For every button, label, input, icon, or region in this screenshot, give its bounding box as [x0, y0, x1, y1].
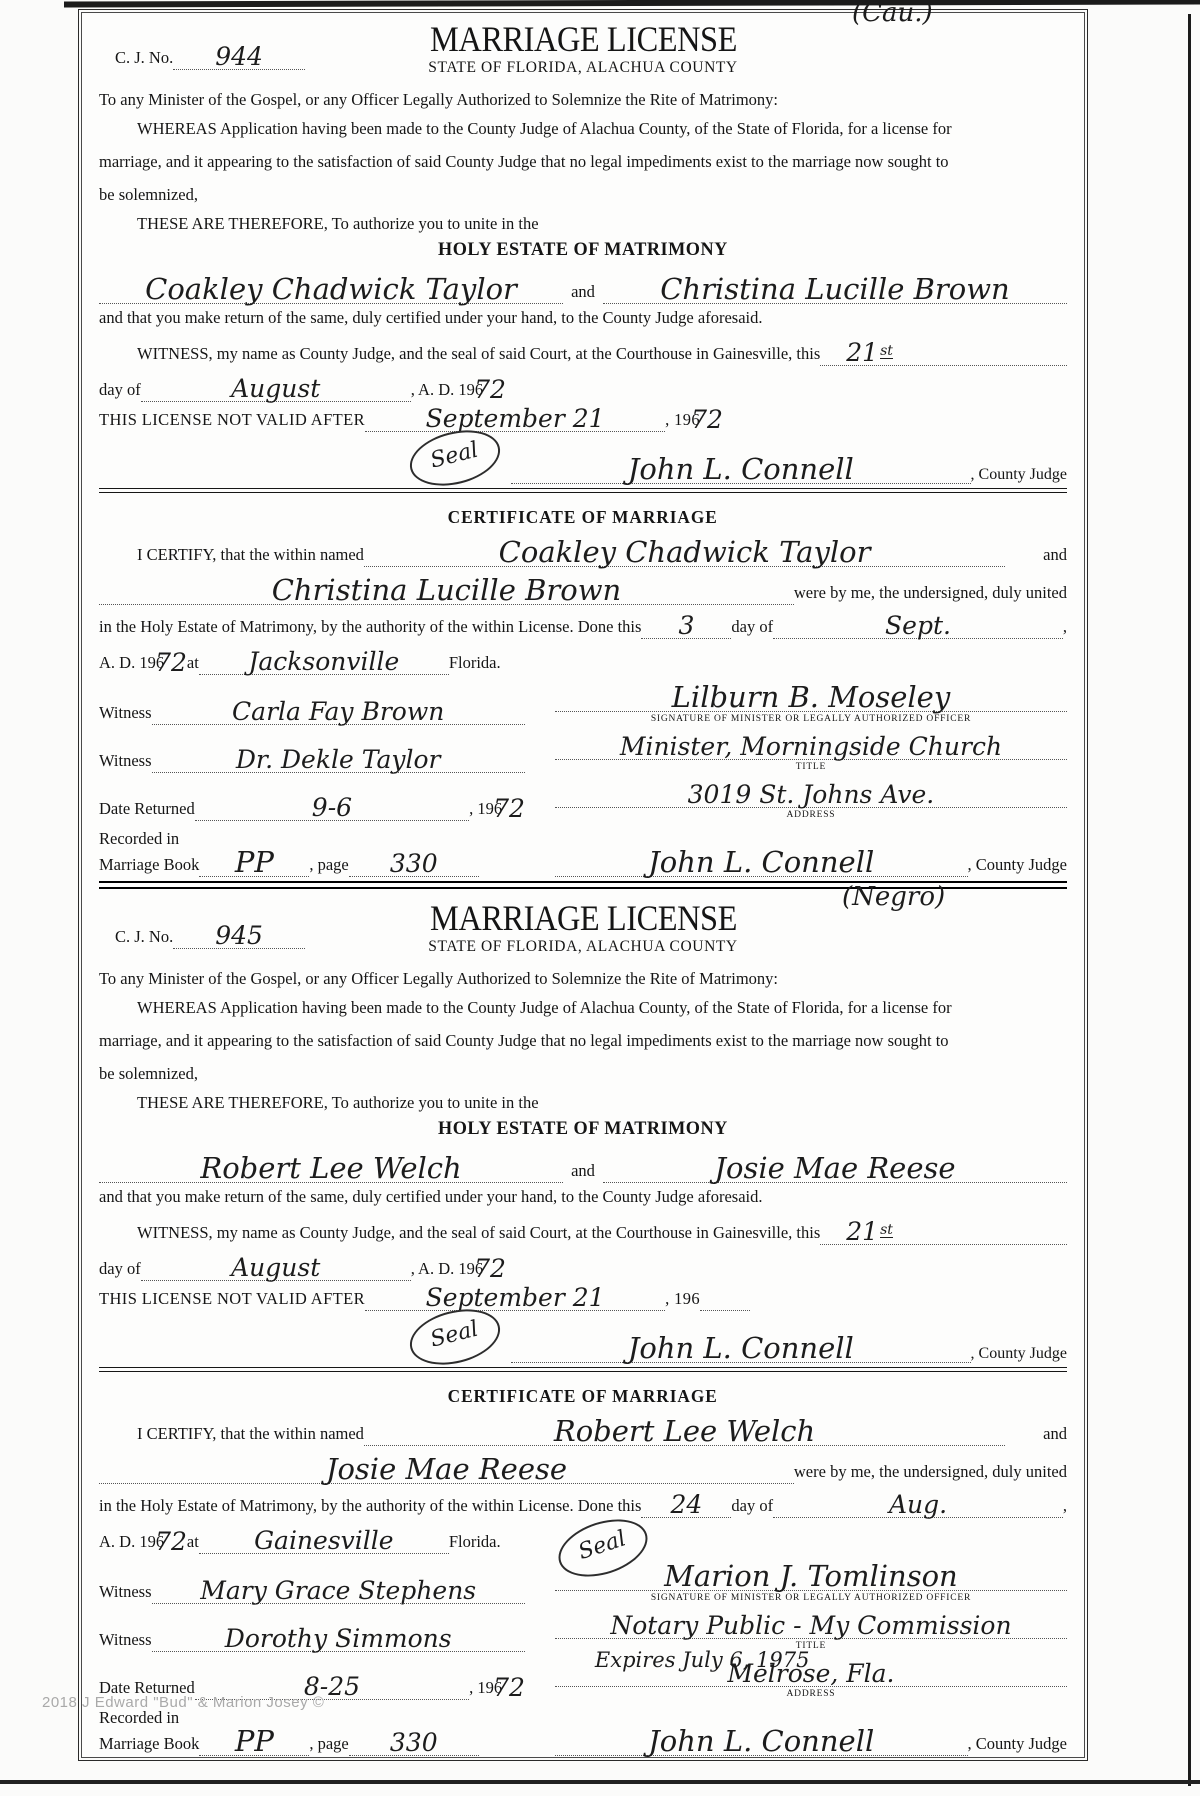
seal-text: Seal [575, 1526, 629, 1565]
scan-edge-top [64, 0, 1200, 7]
certificate-title [99, 1386, 1067, 1406]
date-returned-label: Date Returned [99, 799, 195, 818]
seal-text: Seal [427, 437, 481, 474]
whereas-line-2: marriage, and it appearing to the satisfaction of said County Judge that no legal impediments exist to the marriage now sought to [99, 152, 949, 171]
ad-place-line [99, 639, 1067, 675]
cert-groom-line [364, 535, 1005, 569]
officer-title: Minister, Morningside Church [619, 732, 1003, 761]
groom-name-line [99, 272, 563, 306]
whereas-line-1: WHEREAS Application having been made to the County Judge of Alachua County, of the State of Florida, for a license for [137, 119, 952, 138]
done-month-line [773, 613, 1063, 639]
place-value: Jacksonville [248, 647, 400, 676]
cert-groom-line [364, 1414, 1005, 1448]
place-value: Gainesville [254, 1526, 394, 1555]
address-cell [555, 773, 1067, 821]
bride-name: Josie Mae Reese [714, 1151, 956, 1185]
recorded-in-label: Recorded in [99, 1708, 180, 1727]
place-line [199, 649, 449, 675]
cert-bride-line [99, 567, 1067, 605]
witness2-line [99, 747, 525, 773]
witness1-name-line [152, 1578, 525, 1604]
holy-estate-heading [99, 1116, 1067, 1143]
in-holy-line [99, 1484, 1067, 1518]
address-label: ADDRESS [786, 810, 836, 820]
scan-edge-right [1188, 14, 1191, 1786]
officer-signature-line [555, 1559, 1067, 1593]
marriage-book-line [99, 845, 525, 879]
judge-signature: John L. Connell [627, 452, 854, 486]
in-holy-line [99, 605, 1067, 639]
witness1-line [99, 699, 525, 725]
done-month: Sept. [885, 611, 951, 640]
florida-label: Florida. [448, 1532, 501, 1551]
witness-label: Witness [99, 1630, 152, 1649]
comma-196-label: , 196 [469, 1678, 503, 1697]
page-title: MARRIAGE LICENSE [429, 19, 737, 59]
expiry-date: September 21 [425, 1283, 605, 1312]
officer-signature-cell [555, 675, 1067, 725]
done-day-line [641, 613, 731, 639]
cert-bride-name: Josie Mae Reese [325, 1452, 568, 1486]
cert-judge-fill [555, 845, 968, 879]
book-line [199, 1724, 309, 1758]
cert-groom-name: Robert Lee Welch [553, 1414, 816, 1448]
expiry-line [365, 1285, 665, 1311]
officer-title: Notary Public - My Commission [610, 1611, 1012, 1640]
certify-label: I CERTIFY, that the within named [137, 1424, 364, 1443]
license-1 [99, 10, 1067, 877]
day-of-line [99, 366, 1067, 402]
address-label: ADDRESS [786, 1689, 836, 1699]
witness-clause-line [99, 332, 1067, 366]
and-conjunction: and [571, 1161, 595, 1180]
whereas-line-1: WHEREAS Application having been made to the County Judge of Alachua County, of the State of Florida, for a license for [137, 998, 952, 1017]
witness-clause-line [99, 1211, 1067, 1245]
book-line [199, 845, 309, 879]
marriage-book-label: Marriage Book [99, 855, 200, 874]
county-judge-label: , County Judge [970, 466, 1067, 483]
ad-196-label: , A. D. 196 [410, 1259, 484, 1278]
date-returned-row [99, 773, 1067, 821]
expiry-year: 72 [691, 405, 723, 434]
cert-bride-name-line [99, 573, 794, 607]
section-divider [99, 1367, 1067, 1372]
scan-edge-bottom [0, 1780, 1200, 1784]
judge-signature-line [511, 452, 971, 486]
witness2-name: Dorothy Simmons [224, 1624, 452, 1653]
witness1-line [99, 1578, 525, 1604]
couple-names-line [99, 264, 1067, 304]
officer-signature-cell [555, 1554, 1067, 1604]
witness1-name-line [152, 699, 525, 725]
signature-officer-label: SIGNATURE OF MINISTER OR LEGALLY AUTHORIZED OFFICER [650, 714, 972, 724]
whereas-line-3: be solemnized, [99, 185, 198, 204]
month-value: August [231, 1253, 321, 1282]
salutation: To any Minister of the Gospel, or any Officer Legally Authorized to Solemnize the Rite of Matrimony: [99, 969, 779, 988]
witness-clause: WITNESS, my name as County Judge, and the seal of said Court, at the Courthouse in Gainesville, this [137, 1223, 821, 1242]
cj-number-value: 945 [215, 921, 263, 950]
date-returned-label: Date Returned [99, 1678, 195, 1697]
race-annotation-license-1 [852, 0, 933, 28]
year-value: 72 [474, 375, 506, 404]
day-of-label: day of [731, 617, 774, 636]
officer-title-fill [555, 1613, 1067, 1639]
cert-judge-cell [555, 821, 1067, 877]
cert-judge-cell [555, 1700, 1067, 1756]
address-line [555, 782, 1067, 808]
date-returned-row [99, 1652, 1067, 1700]
recorded-row [99, 821, 1067, 877]
page-subtitle: STATE OF FLORIDA, ALACHUA COUNTY [428, 59, 738, 76]
page-value: 330 [389, 849, 438, 878]
witness-day-suffix: st [880, 1222, 893, 1238]
and-conjunction: and [1043, 545, 1067, 564]
cert-bride-name-line [99, 1452, 794, 1486]
therefore-clause: THESE ARE THEREFORE, To authorize you to unite in the [137, 1093, 539, 1112]
marriage-book-line [99, 1724, 525, 1758]
month-value: August [231, 374, 321, 403]
ad-196-label: A. D. 196 [99, 1532, 165, 1551]
whereas-line-2: marriage, and it appearing to the satisfaction of said County Judge that no legal impediments exist to the marriage now sought to [99, 1031, 949, 1050]
return-clause: and that you make return of the same, duly certified under your hand, to the County Judge aforesaid. [99, 1187, 763, 1206]
witness-day-line [820, 1219, 1067, 1245]
done-day: 24 [670, 1490, 703, 1519]
certificate-title-text: CERTIFICATE OF MARRIAGE [447, 1386, 719, 1406]
archive-watermark: 2018 J Edward "Bud" & Marion Josey © [42, 1694, 325, 1711]
bride-name: Christina Lucille Brown [660, 272, 1010, 306]
done-month: Aug. [888, 1490, 948, 1519]
witness2-name: Dr. Dekle Taylor [235, 745, 441, 774]
officer-title-line [555, 1613, 1067, 1639]
groom-name: Robert Lee Welch [200, 1151, 462, 1185]
title-label: TITLE [795, 762, 827, 772]
not-valid-line [99, 1281, 1067, 1311]
cj-number-block [115, 923, 305, 949]
county-judge-label: , County Judge [967, 855, 1067, 874]
witness-label: Witness [99, 751, 152, 770]
cj-number-block [115, 44, 305, 70]
witness-label: Witness [99, 1582, 152, 1601]
cert-groom-name: Coakley Chadwick Taylor [498, 535, 871, 569]
annotation-text: (Cau.) [852, 0, 933, 28]
certificate-1 [99, 507, 1067, 877]
signature-officer-label: SIGNATURE OF MINISTER OR LEGALLY AUTHORIZED OFFICER [650, 1593, 972, 1603]
date-returned-year: 72 [493, 794, 525, 823]
witness-day-line [820, 340, 1067, 366]
officer-signature: Lilburn B. Moseley [671, 680, 951, 714]
cert-judge-line [555, 845, 1067, 879]
certify-label: I CERTIFY, that the within named [137, 545, 364, 564]
and-conjunction: and [1043, 1424, 1067, 1443]
page-title: MARRIAGE LICENSE [429, 898, 737, 938]
page-subtitle: STATE OF FLORIDA, ALACHUA COUNTY [428, 938, 738, 955]
day-of-label: day of [99, 1259, 141, 1278]
month-line [141, 1255, 411, 1281]
trailing-comma: , [1062, 617, 1067, 636]
officer-title-cell [555, 1604, 1067, 1672]
holy-estate-text: HOLY ESTATE OF MATRIMONY [438, 239, 728, 260]
not-valid-label: THIS LICENSE NOT VALID AFTER [99, 410, 366, 429]
therefore-clause: THESE ARE THEREFORE, To authorize you to unite in the [137, 214, 539, 233]
officer-signature-fill [555, 1559, 1067, 1593]
done-month-line [773, 1492, 1063, 1518]
page-value: 330 [389, 1728, 438, 1757]
expiry-year-line [700, 1294, 750, 1311]
bride-name-line [603, 1151, 1067, 1185]
comma-196-label: , 196 [469, 799, 503, 818]
year-value: 72 [474, 1254, 506, 1283]
united-clause: were by me, the undersigned, duly united [793, 583, 1067, 602]
cert-judge-signature: John L. Connell [648, 1724, 875, 1758]
holy-estate-text: HOLY ESTATE OF MATRIMONY [438, 1118, 728, 1139]
at-label: at [186, 1532, 199, 1551]
cj-number-line [173, 923, 305, 949]
not-valid-label: THIS LICENSE NOT VALID AFTER [99, 1289, 366, 1308]
judge-signature: John L. Connell [627, 1331, 854, 1365]
comma-196-label: , 196 [665, 410, 701, 429]
witness2-name-line [152, 1626, 525, 1652]
witness2-line [99, 1626, 525, 1652]
cert-judge-fill [555, 1724, 968, 1758]
in-holy-clause: in the Holy Estate of Matrimony, by the authority of the within License. Done this [99, 617, 642, 636]
ad-196-label: , A. D. 196 [410, 380, 484, 399]
done-day-line [641, 1492, 731, 1518]
at-label: at [186, 653, 199, 672]
officer-signature-fill [555, 680, 1067, 714]
address-fill [555, 782, 1067, 808]
page-label: , page [309, 1734, 349, 1753]
cj-no-label: C. J. No. [115, 48, 174, 67]
county-judge-label: , County Judge [970, 1345, 1067, 1362]
comma-196-label: , 196 [665, 1289, 701, 1308]
day-of-line [99, 1245, 1067, 1281]
section-divider [99, 488, 1067, 493]
florida-label: Florida. [448, 653, 501, 672]
witness1-cell [99, 1554, 525, 1604]
date-returned-year: 72 [493, 1673, 525, 1702]
county-judge-label: , County Judge [967, 1734, 1067, 1753]
witness2-name-line [152, 747, 525, 773]
united-clause: were by me, the undersigned, duly united [793, 1462, 1067, 1481]
expiry-date: September 21 [425, 404, 605, 433]
seal-text: Seal [427, 1316, 481, 1353]
date-returned-cell [99, 773, 525, 821]
date-returned-line [99, 794, 525, 821]
ad-196-label: A. D. 196 [99, 653, 165, 672]
day-of-label: day of [731, 1496, 774, 1515]
judge-signature-row [409, 432, 1067, 484]
judge-signature-row [409, 1311, 1067, 1363]
groom-name-line [99, 1151, 563, 1185]
date-returned-value: 8-25 [303, 1672, 361, 1701]
cj-no-label: C. J. No. [115, 927, 174, 946]
witness2-cell [99, 1604, 525, 1652]
certificate-title-text: CERTIFICATE OF MARRIAGE [447, 507, 719, 527]
annotation-text: (Negro) [842, 882, 946, 912]
bride-name-line [603, 272, 1067, 306]
page-line [349, 851, 479, 877]
date-returned-value-line [195, 795, 469, 821]
certify-line [99, 527, 1067, 567]
done-day: 3 [678, 611, 695, 640]
year-value: 72 [155, 648, 187, 677]
officer-title-cell [555, 725, 1067, 773]
witness-day: 21 [846, 338, 879, 367]
page-label: , page [309, 855, 349, 874]
address-value: Melrose, Fla. [727, 1659, 895, 1688]
officer-title-fill [555, 734, 1067, 760]
witness1-row [99, 675, 1067, 725]
witness1-name: Carla Fay Brown [232, 697, 445, 726]
holy-estate-heading [99, 237, 1067, 264]
address-value: 3019 St. Johns Ave. [687, 780, 935, 809]
witness-day: 21 [846, 1217, 879, 1246]
witness-day-suffix: st [880, 343, 893, 359]
cert-bride-name: Christina Lucille Brown [271, 573, 622, 607]
judge-signature-line [511, 1331, 971, 1365]
officer-signature-line [555, 680, 1067, 714]
page-line [349, 1730, 479, 1756]
whereas-line-3: be solemnized, [99, 1064, 198, 1083]
not-valid-line [99, 402, 1067, 432]
date-returned-cell [99, 1652, 525, 1700]
title-label: TITLE [795, 1641, 827, 1651]
witness2-row [99, 1604, 1067, 1672]
book-value: PP [234, 1724, 274, 1758]
officer-title-line [555, 734, 1067, 760]
witness2-cell [99, 725, 525, 773]
cert-bride-line [99, 1446, 1067, 1484]
groom-name: Coakley Chadwick Taylor [145, 272, 517, 306]
month-line [141, 376, 411, 402]
witness2-row [99, 725, 1067, 773]
race-annotation-license-2 [842, 882, 945, 912]
book-value: PP [234, 845, 274, 879]
couple-names-line [99, 1143, 1067, 1183]
place-line [199, 1528, 449, 1554]
in-holy-clause: in the Holy Estate of Matrimony, by the authority of the within License. Done this [99, 1496, 642, 1515]
ad-place-line [99, 1518, 1067, 1565]
witness-label: Witness [99, 703, 152, 722]
trailing-comma: , [1062, 1496, 1067, 1515]
officer-title-line-2: Expires July 6, 1975 [594, 1648, 810, 1672]
cj-number-value: 944 [215, 42, 263, 71]
return-clause: and that you make return of the same, duly certified under your hand, to the County Judge aforesaid. [99, 308, 763, 327]
day-of-label: day of [99, 380, 141, 399]
cj-number-line [173, 44, 305, 70]
cert-judge-signature: John L. Connell [648, 845, 875, 879]
recorded-in-label: Recorded in [99, 829, 180, 848]
and-conjunction: and [571, 282, 595, 301]
witness1-row [99, 1554, 1067, 1604]
witness1-cell [99, 675, 525, 725]
year-value: 72 [155, 1527, 187, 1556]
certify-line [99, 1406, 1067, 1446]
witness1-name: Mary Grace Stephens [200, 1576, 477, 1605]
date-returned-value: 9-6 [311, 793, 353, 822]
cert-judge-line [555, 1724, 1067, 1758]
expiry-line [365, 406, 665, 432]
recorded-cell [99, 821, 525, 877]
marriage-book-label: Marriage Book [99, 1734, 200, 1753]
certificate-title [99, 507, 1067, 527]
officer-signature: Marion J. Tomlinson [664, 1559, 958, 1593]
license-2 [99, 889, 1067, 1756]
witness-clause: WITNESS, my name as County Judge, and the seal of said Court, at the Courthouse in Gainesville, this [137, 344, 821, 363]
salutation: To any Minister of the Gospel, or any Officer Legally Authorized to Solemnize the Rite of Matrimony: [99, 90, 779, 109]
